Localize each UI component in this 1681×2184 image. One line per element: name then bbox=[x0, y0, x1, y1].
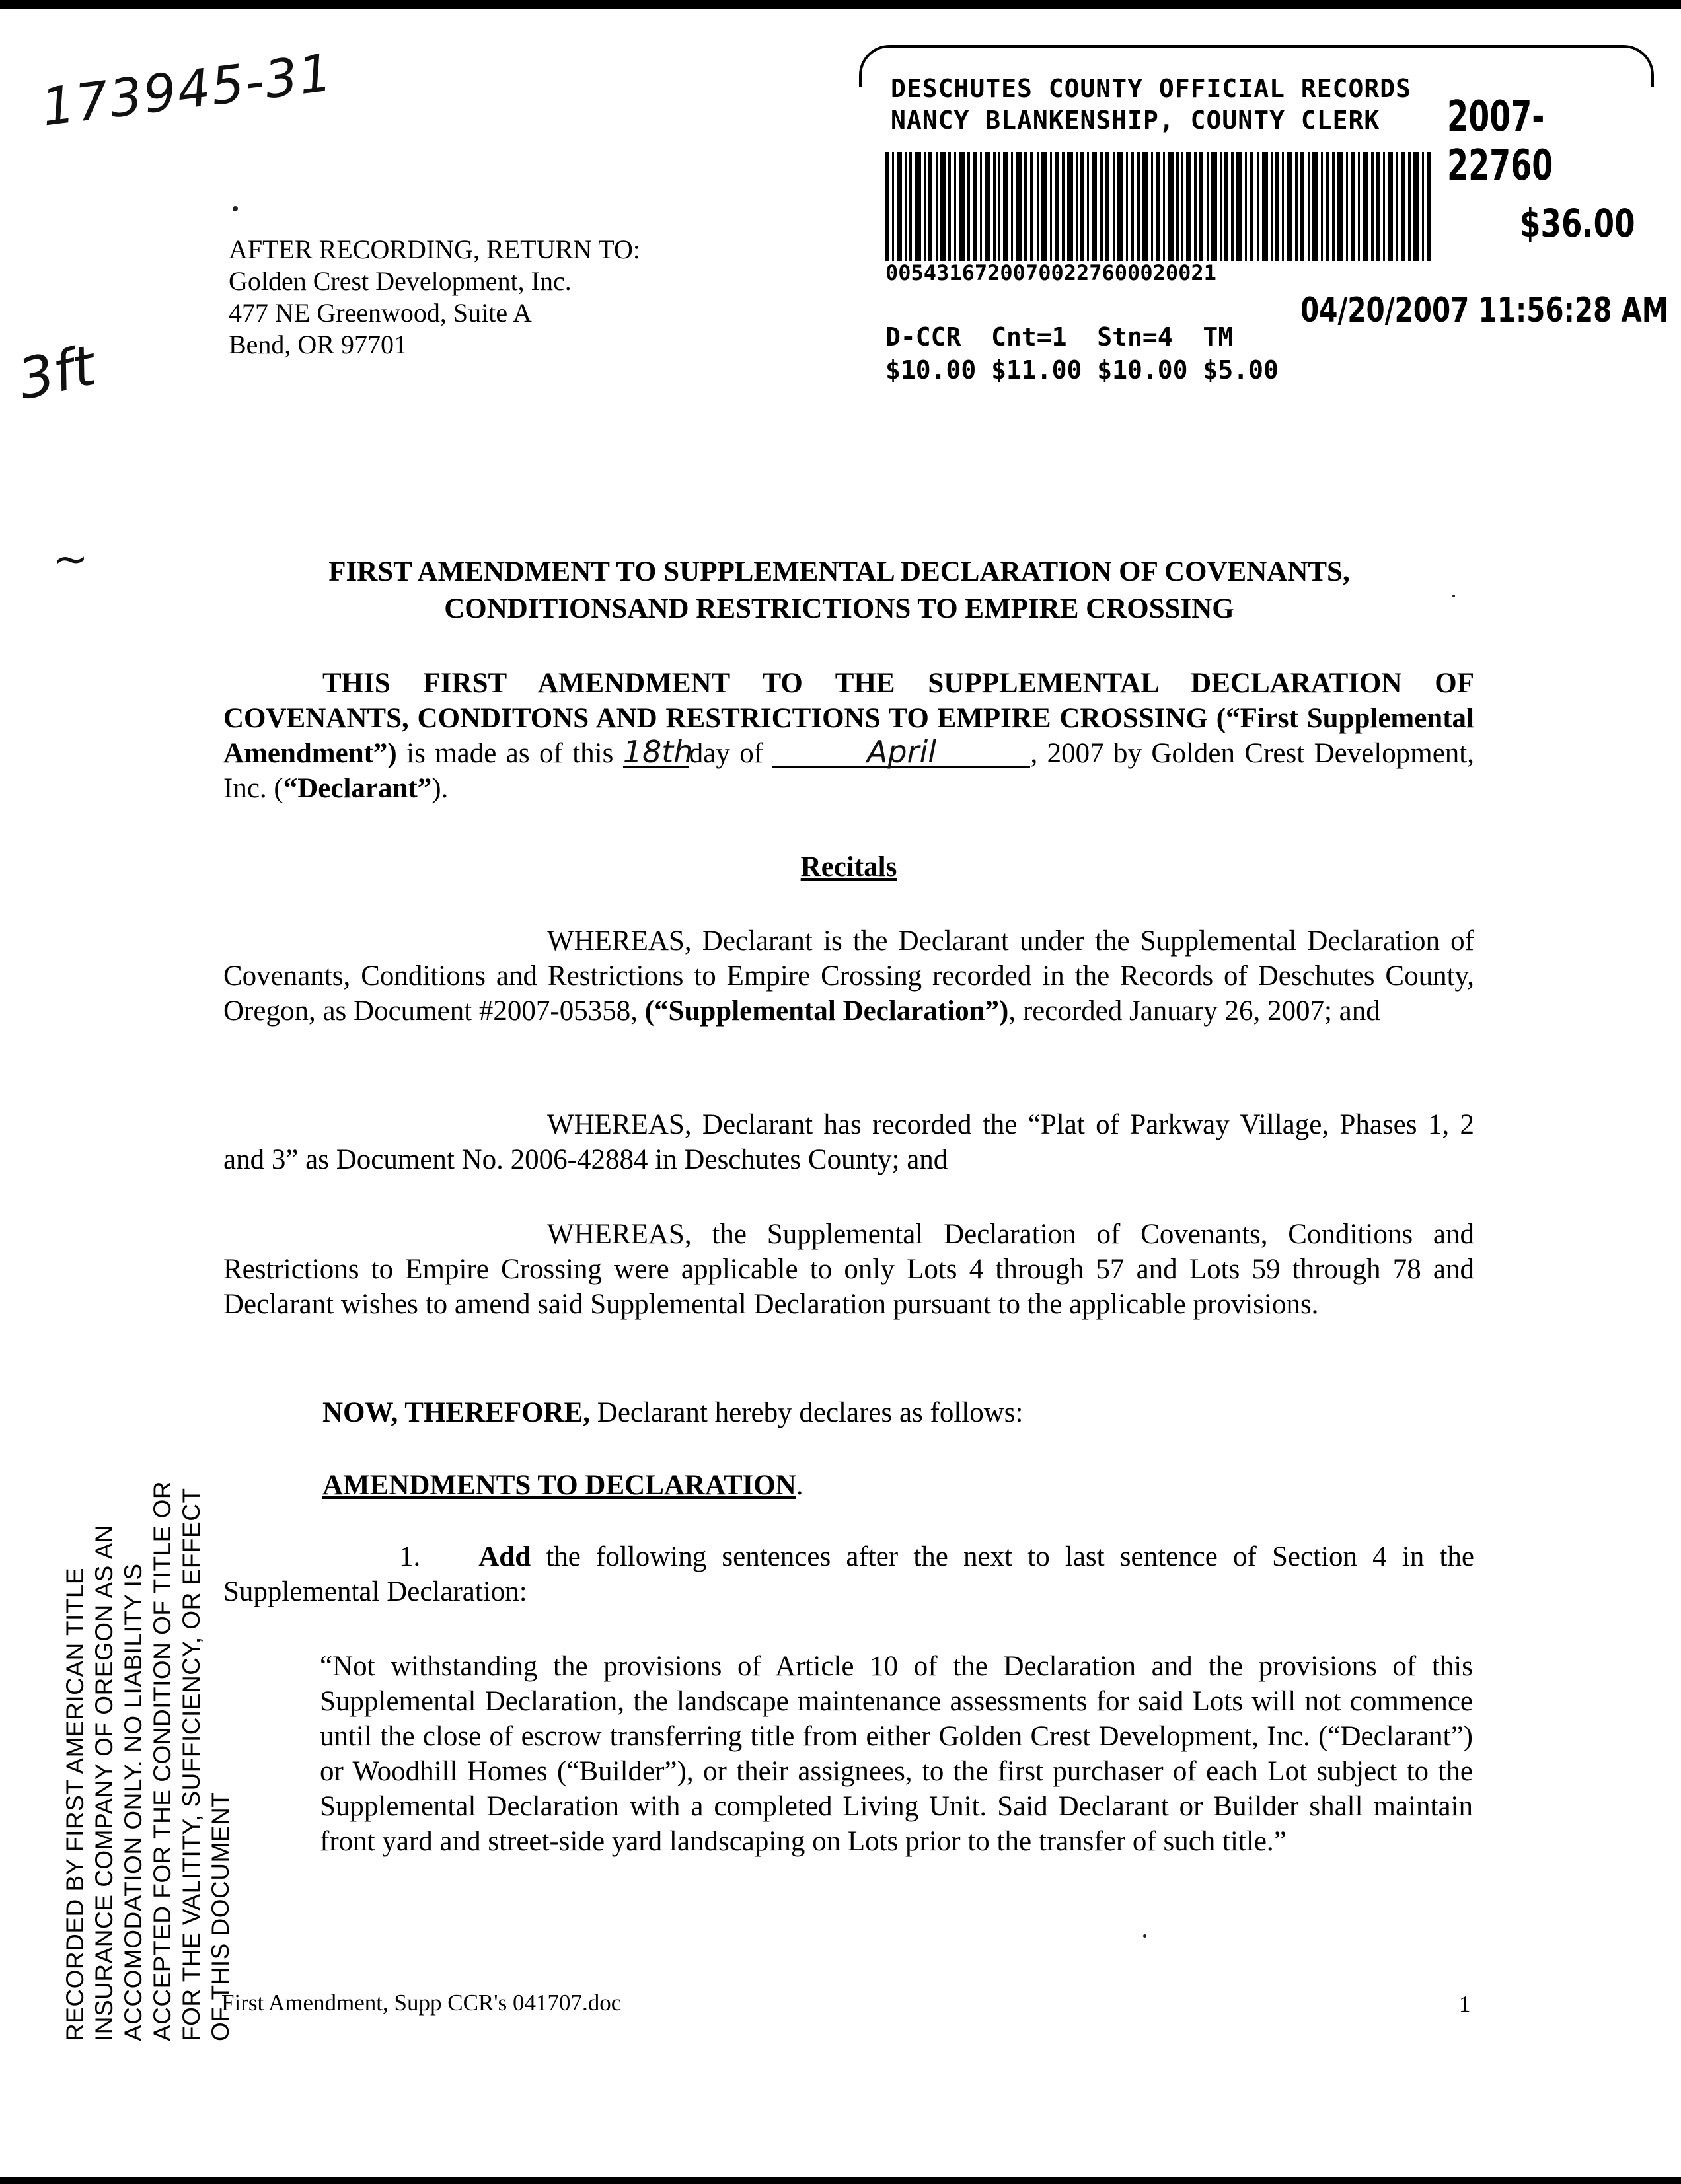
recitals-heading: Recitals bbox=[800, 852, 897, 883]
fee-codes: D-CCR Cnt=1 Stn=4 TM bbox=[885, 322, 1234, 351]
item-1-text: the following sentences after the next to last sentence of Section 4 in the Supplemental Declaration: bbox=[223, 1541, 1474, 1607]
amendments-heading-line bbox=[223, 1468, 1474, 1503]
handwritten-file-number: 173945-31 bbox=[38, 43, 336, 138]
recording-total-fee: $36.00 bbox=[1520, 201, 1635, 246]
return-company: Golden Crest Development, Inc. bbox=[229, 266, 572, 296]
item-1-bold: Add bbox=[478, 1541, 531, 1572]
footer-file-name: First Amendment, Supp CCR's 041707.doc bbox=[221, 1990, 622, 2016]
scan-speck bbox=[233, 206, 238, 211]
now-therefore-text: Declarant hereby declares as follows: bbox=[590, 1397, 1024, 1428]
whereas-paragraph-2 bbox=[223, 1107, 1474, 1177]
handwritten-day: 18th bbox=[622, 734, 693, 770]
fee-amounts: $10.00 $11.00 $10.00 $5.00 bbox=[885, 355, 1279, 384]
whereas-1-text: WHEREAS, Declarant is the Declarant under the Supplemental Declaration of Covenants, Conditions and Restrictions to Empire Crossing recorded in the Records of Deschutes County, Oregon, as Document #2007-05358, bbox=[223, 926, 1474, 1027]
scan-bottom-border bbox=[0, 2177, 1681, 2184]
barcode-digits: 00543167200700227600020021 bbox=[885, 260, 1216, 285]
intro-text: day of bbox=[689, 738, 773, 769]
return-street: 477 NE Greenwood, Suite A bbox=[229, 298, 532, 328]
recording-document-number: 2007-22760 bbox=[1447, 92, 1553, 190]
amendments-heading-period: . bbox=[796, 1470, 803, 1501]
recording-stamp bbox=[859, 40, 1669, 384]
scan-speck bbox=[1143, 1934, 1146, 1938]
recording-datetime: 04/20/2007 11:56:28 AM bbox=[1300, 291, 1669, 330]
return-address-block bbox=[229, 234, 640, 361]
whereas-3-text: WHEREAS, the Supplemental Declaration of Covenants, Conditions and Restrictions to Empire Crossing were applicable to only Lots 4 through 57 and Lots 59 through 78 and Declarant wishes to amend said Supplemental Declaration pursuant to the applicable provisions. bbox=[223, 1219, 1474, 1320]
recorder-clerk: NANCY BLANKENSHIP, COUNTY CLERK bbox=[891, 106, 1380, 135]
now-therefore-bold: NOW, THEREFORE, bbox=[322, 1397, 591, 1428]
intro-text: , 2007 by Golden Crest Development, Inc. ( bbox=[223, 738, 1474, 804]
return-heading: AFTER RECORDING, RETURN TO: bbox=[229, 235, 641, 264]
item-1-number: 1. bbox=[399, 1541, 421, 1572]
recorder-office: DESCHUTES COUNTY OFFICIAL RECORDS bbox=[891, 74, 1411, 103]
title-line-1: FIRST AMENDMENT TO SUPPLEMENTAL DECLARATION OF COVENANTS, bbox=[328, 556, 1350, 587]
item-1-paragraph bbox=[223, 1539, 1474, 1609]
title-line-2: CONDITIONSAND RESTRICTIONS TO EMPIRE CROSSING bbox=[444, 593, 1234, 624]
intro-paragraph bbox=[223, 666, 1474, 806]
whereas-paragraph-1 bbox=[223, 924, 1474, 1029]
intro-bold: THIS FIRST AMENDMENT TO THE SUPPLEMENTAL DECLARATION OF COVENANTS, CONDITONS AND RESTRICTIONS TO EMPIRE CROSSING (“First Supplemental Amendment”) bbox=[223, 668, 1474, 769]
whereas-2-text: WHEREAS, Declarant has recorded the “Plat of Parkway Village, Phases 1, 2 and 3” as Document No. 2006-42884 in Deschutes County; and bbox=[223, 1109, 1474, 1175]
intro-declarant: “Declarant” bbox=[283, 773, 432, 804]
handwritten-check-mark: ~ bbox=[53, 535, 89, 584]
handwritten-month: April bbox=[772, 737, 1030, 768]
title-company-notice: RECORDED BY FIRST AMERICAN TITLE INSURANCE COMPANY OF OREGON AS AN ACCOMODATION ONLY. NO LIABILITY IS ACCEPTED FOR THE CONDITION OF TITLE OR FOR THE VALITITY, SUFFICIENCY, OR EFFECT OF THIS DOCUMENT bbox=[61, 1480, 234, 2041]
return-city: Bend, OR 97701 bbox=[229, 330, 407, 359]
intro-text: ). bbox=[431, 773, 449, 804]
now-therefore-paragraph bbox=[223, 1395, 1474, 1430]
handwritten-margin-mark: 3ft bbox=[13, 333, 101, 412]
barcode bbox=[885, 152, 1434, 264]
scan-top-border bbox=[0, 0, 1681, 9]
whereas-1-end: , recorded January 26, 2007; and bbox=[1008, 996, 1380, 1027]
intro-text: is made as of this bbox=[396, 738, 623, 769]
page-number: 1 bbox=[1459, 1991, 1471, 2017]
whereas-paragraph-3 bbox=[223, 1217, 1474, 1322]
amendments-heading: AMENDMENTS TO DECLARATION bbox=[322, 1470, 796, 1501]
document-title bbox=[211, 554, 1467, 628]
whereas-1-bold: (“Supplemental Declaration”) bbox=[644, 996, 1009, 1027]
amendment-quote: “Not withstanding the provisions of Article 10 of the Declaration and the provisions of this Supplemental Declaration, the landscape maintenance assessments for said Lots will not commence until the close of escrow transferring title from either Golden Crest Development, Inc. (“Declarant”) or Woodhill Homes (“Builder”), or their assignees, to the first purchaser of each Lot subject to the Supplemental Declaration with a completed Living Unit. Said Declarant or Builder shall maintain front yard and street-side yard landscaping on Lots prior to the transfer of such title.” bbox=[320, 1651, 1473, 1857]
